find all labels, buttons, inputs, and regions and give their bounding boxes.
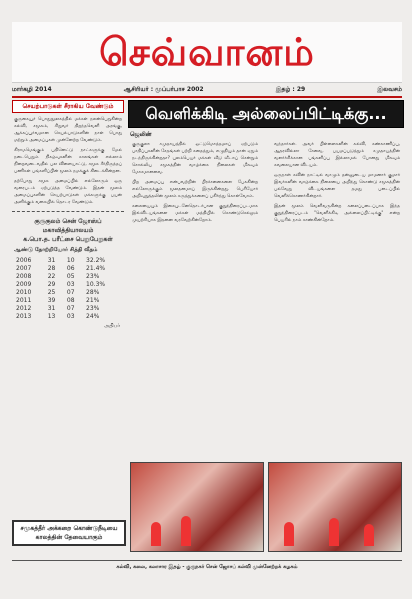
editorial-paragraph: கிராமமெங்கும் பதினெட்டு நாட்களுக்கு மேல் நடைபெறும் நிகழ்வுகளின் காலங்கள் எல்லாம் நிறைவடைவதில் பல விளையாட்டு, சமூக சீர்திருத்தப் பணிகள் பங்களிப்பின் மூலம் நமக்குக் கிடைக்கின்றன. (14, 148, 122, 174)
person-figure (151, 522, 161, 546)
editorial-paragraph: குருகையூர் பொதுநூலகத்தில் மக்கள் நலன்பெறுகின்ற கல்வி, சமூகம், சிறுவர் திறந்தவெளி அரங்கு, ஆக்கப்பூர்வமான செயல்பாடுகளின் நாள் பொது மற்றும் அமைப்புகள் முன்னேற்ற வேண்டும். (14, 117, 122, 143)
principal-signature: அதிபர் (104, 323, 120, 329)
results-table (14, 257, 122, 321)
editorial-paragraph: தற்போது சமூக அமைப்பில் எல்லோரும் ஒரு வரைபடம் ஏற்படுத்த வேண்டும். இதன் மூலம் அமைப்புகளின் செயற்பாடுகள் மக்களுக்கு பயன் அளிக்கும் வகையில் தொடர வேண்டும். (14, 179, 122, 205)
article-column-2 (272, 138, 402, 227)
article-paragraph: ஒருநாள் கவின் நாட்டில் வாழும் தன்னுடைய மாமனார் குமார் இவர்களின் வாழ்க்கை நிலையை அறிந்து கொண்டு சமூகத்தின் பல்வேறு விடயங்களை தமது படைப்பில் வெளிக்கொணர்கின்றார். (274, 173, 400, 199)
article-headline: வெளிக்கிடி அல்லைப்பிட்டிக்கு... (128, 100, 404, 128)
left-column (12, 100, 124, 552)
masthead (12, 22, 402, 83)
person-figure (284, 522, 294, 546)
article-column-1 (130, 138, 260, 227)
film-still-photo (268, 462, 402, 552)
table-row: 2013 13 03 24% (16, 313, 100, 320)
table-row: 2011 39 08 21% (16, 297, 100, 304)
article-paragraph: குருகுலா சமுதாயத்தில் ஒட்டுமொத்தமாய் ஏற்படும் பாதிப்புகளின் சேதங்கள் பற்றி கதைத்தும், எழுதியும் தான் ஏதும் நடந்திருக்கின்றதா? புலம்பெயர் மக்கள் வீடு வீடாய் சென்றும் சொல்லிய சமூகத்தின் வாழ்க்கை நிலைகள் மிகவும் மோசமானவை. (132, 142, 258, 175)
person-figure (329, 518, 339, 546)
results-notice (12, 217, 124, 244)
school-name-line1: குருகுலம் சென் ஜோஸ்ப் (34, 218, 102, 225)
article-paragraph: வந்தார்கள். அவர் பிள்ளைகளின் கல்வி, கண்காணிப்பு, ஆதரவில்லா சேவை, பயமப்படுத்தும் சமுதாயத்தின் வளர்ச்சிக்கான பங்களிப்பு இல்லாமல் போனது மிகவும் கவலையான விடயம். (274, 142, 400, 168)
article-photos (130, 462, 402, 552)
table-row: 2009 29 03 10.3% (16, 281, 106, 288)
table-row: 2008 22 05 23% (16, 273, 100, 280)
issue-number: இதழ் : 29 (275, 86, 306, 93)
issue-meta-bar (12, 84, 402, 98)
issue-price: இலவசம் (377, 86, 402, 93)
table-row: 2006 31 10 32.2% (16, 257, 106, 264)
footer-bar: கல்வி, கலை, கலாசார இதழ் - குருநகர் சென் ஜோசப் கல்வி முன்னேற்றக் கழகம் (12, 560, 402, 573)
table-row: 2010 25 07 28% (16, 289, 100, 296)
article-paragraph: இதன் மூலம் வெளிவருகின்ற கலைப்படைப்பாக இந்த குறுந்திரைப்படம் "வெளிக்கிடி அல்லைப்பிட்டிக்கு" என்ற பெயரில் நாம் காண்கின்றோம். (274, 204, 400, 223)
results-title: க.பொ.த. பரீட்சை பெறுபேறுகள் (23, 236, 113, 243)
divider (12, 211, 124, 212)
table-row: 2012 31 07 23% (16, 305, 100, 312)
article-paragraph: பிற அமைப்பு என்பவற்றின் பிரச்சனைகளை பேசுகின்ற எல்லோருக்கும் மூலதனமாய் இருக்கின்றது. பெரியோர் அறிவுறுத்தலின் மூலம் கருத்துக்களைப் பகிர்ந்து கொள்வோம். (132, 180, 258, 199)
issue-month: மார்கழி 2014 (12, 86, 52, 93)
person-figure (364, 524, 374, 546)
issue-volume: ஆசிரியர் : மூப்பர்பாச 2002 (123, 86, 204, 93)
editorial-box-title: செயற்பாடுகள் சீராகிய வேண்டும் (12, 100, 124, 113)
results-table-header: ஆண்டு தோற்றியோர் சித்தி வீதம் (14, 247, 98, 253)
school-name-line2: மகாவித்தியாலயம் (42, 227, 94, 234)
film-still-photo (130, 462, 264, 552)
masthead-title: செவ்வானம் (99, 29, 315, 74)
article-byline: ஜெலின் (130, 131, 152, 138)
person-figure (181, 516, 191, 546)
article-paragraph: கலையையும் இசையுடனேதொடர்பான குறுந்திரைப்படமாக இவ்விடயங்களை மக்கள் மத்தியில் கொண்டுசெல்லும் முயற்சியாக இதனை வரவேற்கின்றோம். (132, 204, 258, 223)
table-row: 2007 28 06 21.4% (16, 265, 106, 272)
slogan-box: சமூகத்தீர் அக்கறை கொண்டுநீடியை காலத்தின் தேவையாகும் (12, 520, 126, 546)
